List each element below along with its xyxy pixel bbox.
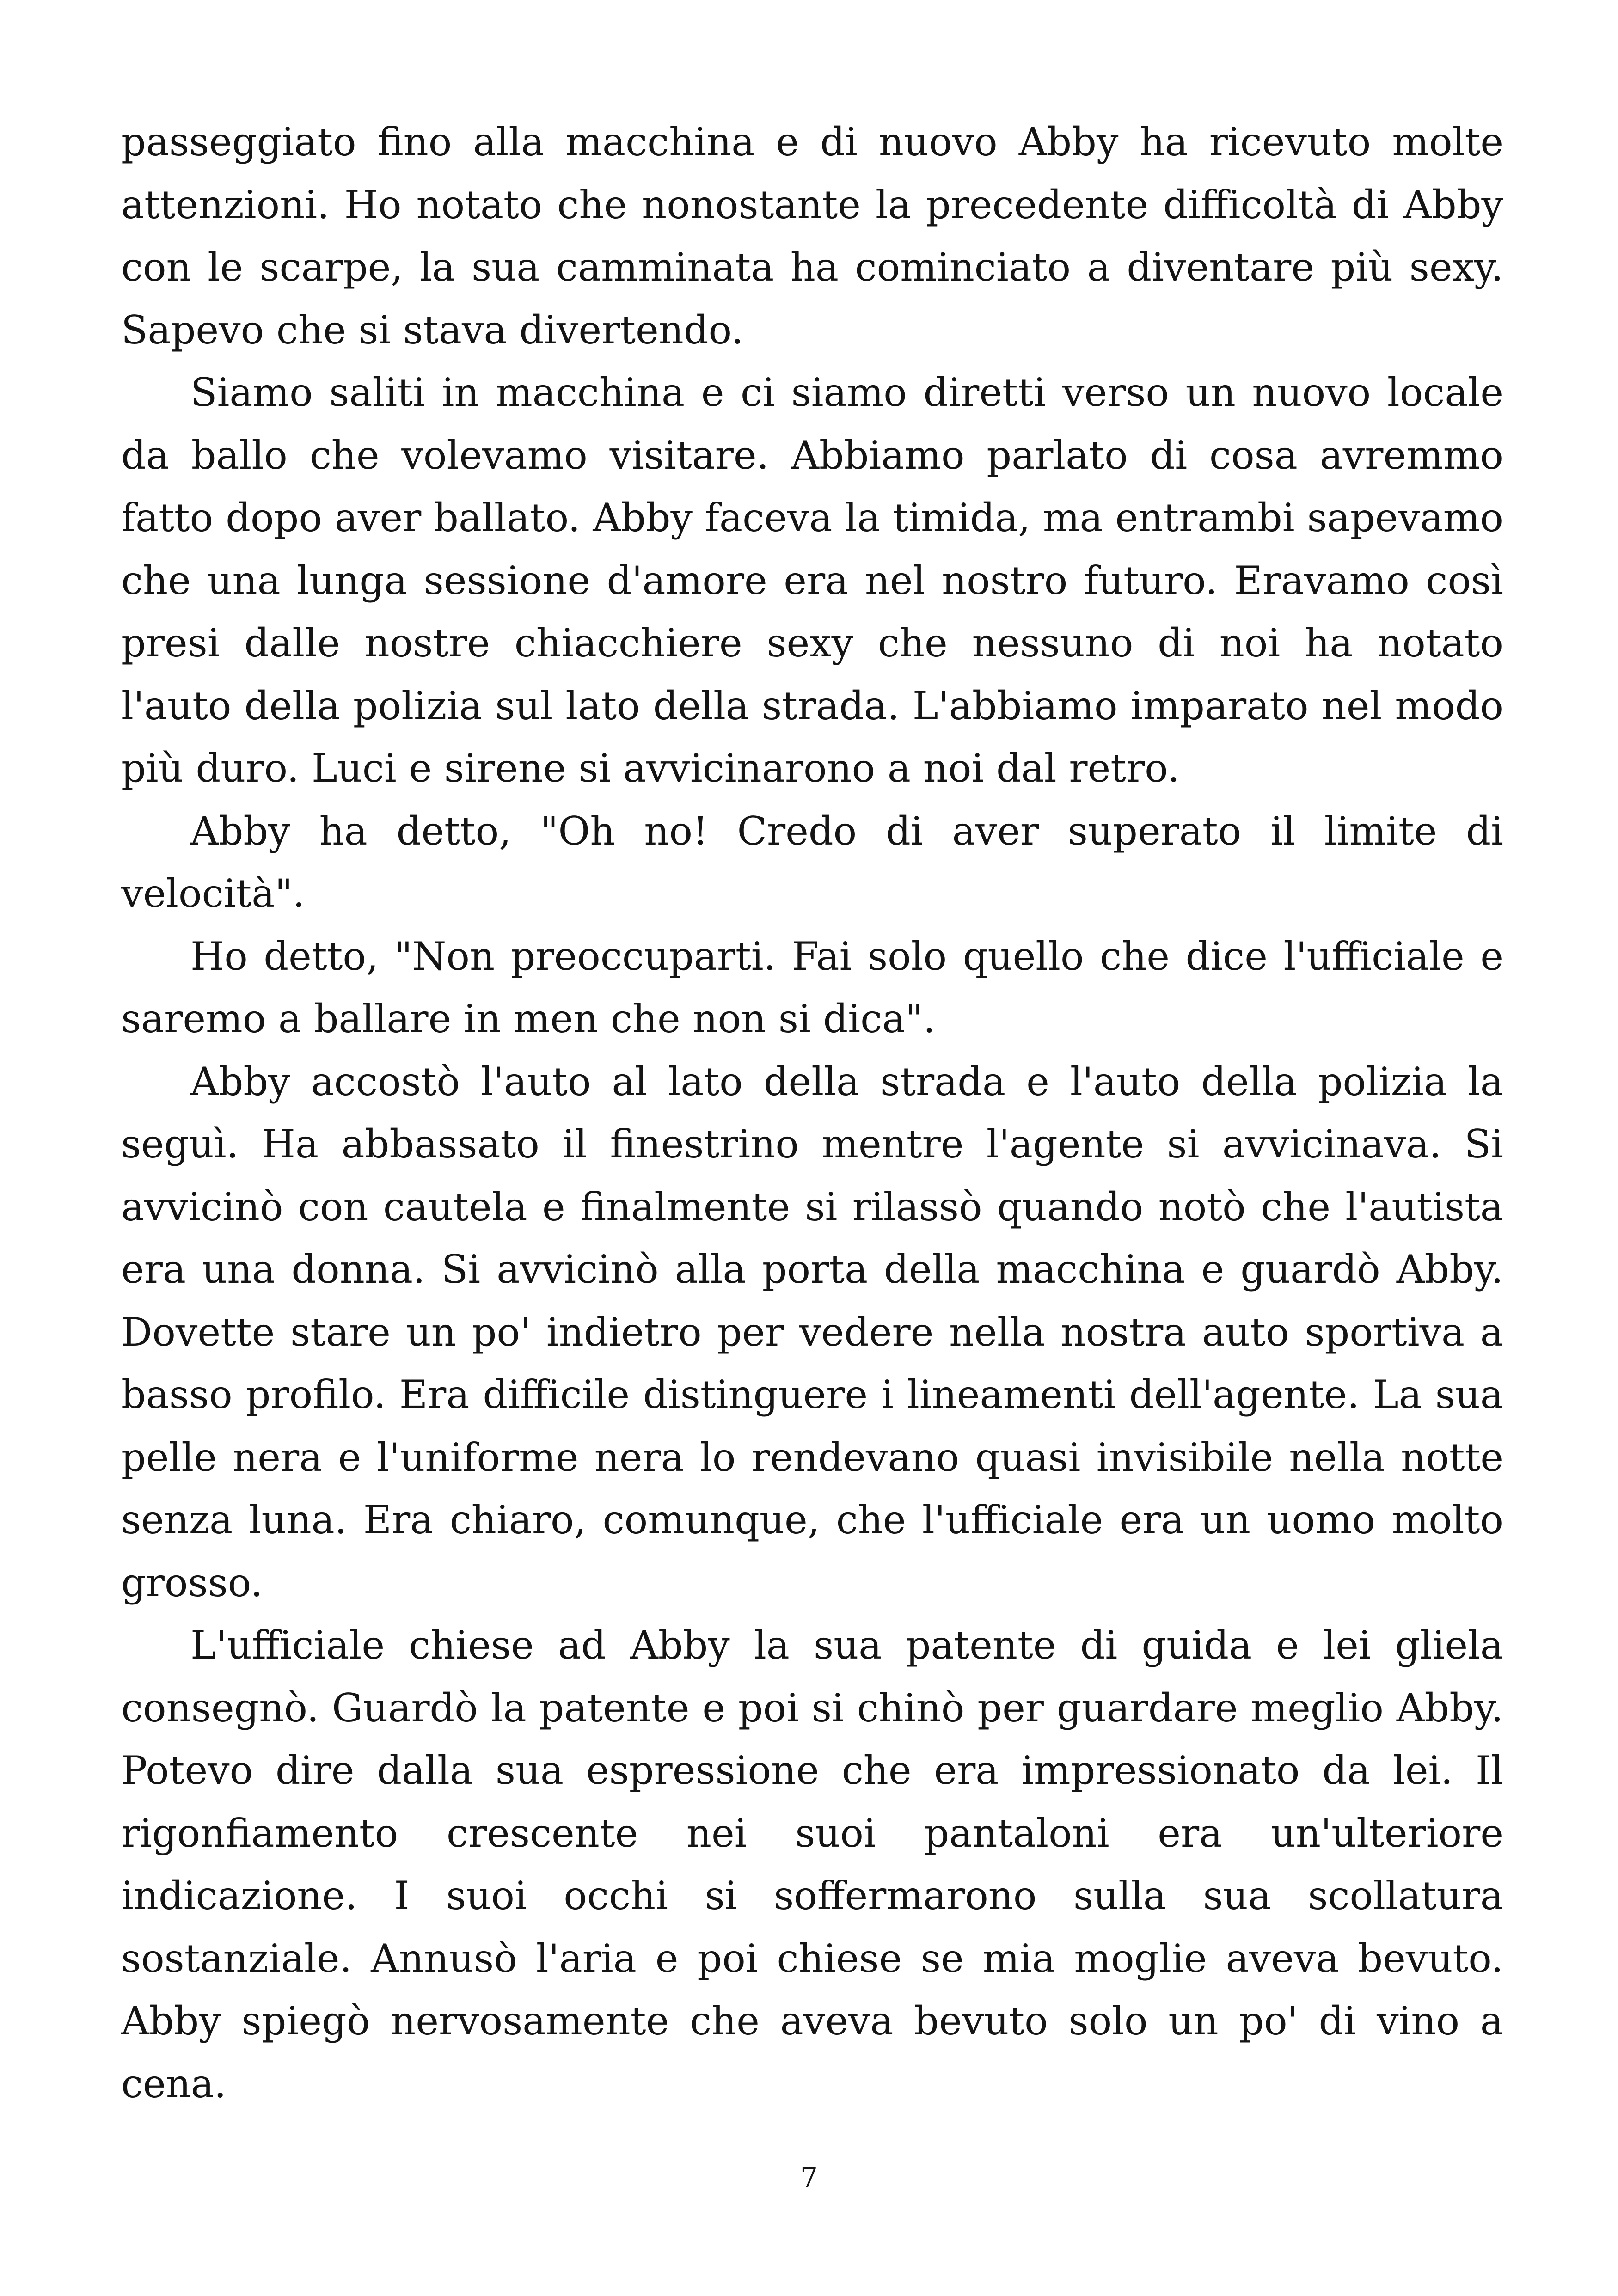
paragraph-2: Siamo saliti in macchina e ci siamo diretti verso un nuovo locale da ballo che volevamo visitare. Abbiamo parlato di cosa avremmo fatto dopo aver ballato. Abby faceva la timida, ma entrambi sapevamo che una lunga sessione d'amore era nel nostro futuro. Eravamo così presi dalle nostre chiacchiere sexy che nessuno di noi ha notato l'auto della polizia sul lato della strada. L'abbiamo imparato nel modo più duro. Luci e sirene si avvicinarono a noi dal retro. — [121, 370, 1503, 791]
paragraph-6: L'ufficiale chiese ad Abby la sua patente di guida e lei gliela consegnò. Guardò la patente e poi si chinò per guardare meglio Abby. Potevo dire dalla sua espressione che era impressionato da lei. Il rigonfiamento crescente nei suoi pantaloni era un'ulteriore indicazione. I suoi occhi si soffermarono sulla sua scollatura sostanziale. Annusò l'aria e poi chiese se mia moglie aveva bevuto. Abby spiegò nervosamente che aveva bevuto solo un po' di vino a cena. — [121, 1623, 1503, 2106]
page-number: 7 — [800, 2162, 818, 2194]
paragraph-1: passeggiato fino alla macchina e di nuovo Abby ha ricevuto molte attenzioni. Ho notato che nonostante la precedente difficoltà di Abby con le scarpe, la sua camminata ha cominciato a diventare più sexy. Sapevo che si stava divertendo. — [121, 119, 1503, 353]
paragraph-4: Ho detto, "Non preoccuparti. Fai solo quello che dice l'ufficiale e saremo a ballare in men che non si dica". — [121, 933, 1503, 1041]
paragraph-5: Abby accostò l'auto al lato della strada e l'auto della polizia la seguì. Ha abbassato il finestrino mentre l'agente si avvicinava. Si avvicinò con cautela e finalmente si rilassò quando notò che l'autista era una donna. Si avvicinò alla porta della macchina e guardò Abby. Dovette stare un po' indietro per vedere nella nostra auto sportiva a basso profilo. Era difficile distinguere i lineamenti dell'agente. La sua pelle nera e l'uniforme nera lo rendevano quasi invisibile nella notte senza luna. Era chiaro, comunque, che l'ufficiale era un uomo molto grosso. — [121, 1059, 1503, 1605]
body-text — [121, 111, 1503, 2115]
paragraph-3: Abby ha detto, "Oh no! Credo di aver superato il limite di velocità". — [121, 808, 1503, 916]
